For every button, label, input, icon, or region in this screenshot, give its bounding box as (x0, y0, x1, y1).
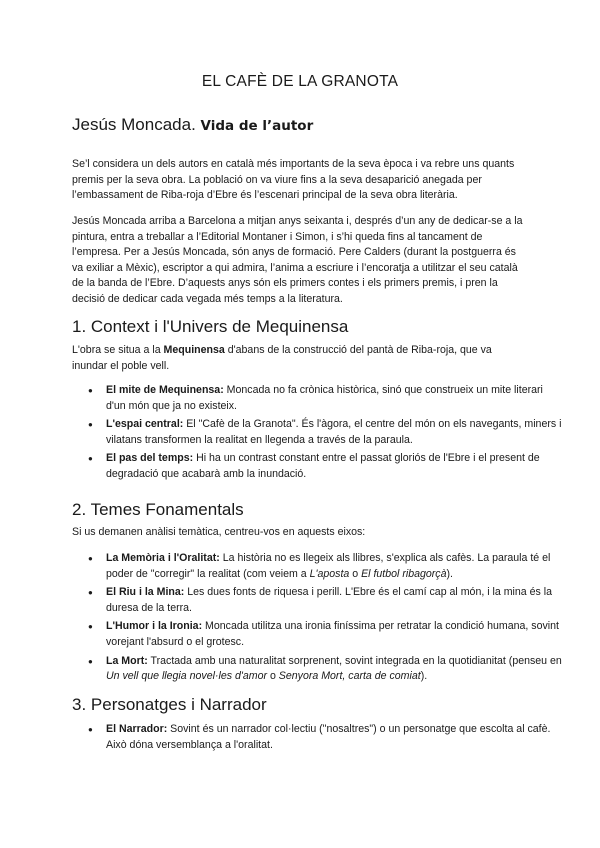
list-item-text: Sovint és un narrador col·lectiu ("nosaltres") o un personatge que escolta al cafè. Això dóna versemblança a l'oralitat. (106, 723, 551, 751)
list-item-text: ). (420, 670, 428, 683)
list-item-text: Hi ha un contrast constant entre el passat gloriós de l'Ebre i el present de degradació que acabarà amb la inundació. (106, 452, 540, 480)
list-item-text: o (349, 567, 362, 580)
section-1-heading: 1. Context i l'Univers de Mequinensa (72, 317, 349, 336)
list-item-label: La Memòria i l'Oralitat: (106, 552, 220, 564)
list-item-label: L'Humor i la Ironia: (106, 620, 203, 633)
section-2-list (72, 551, 564, 688)
list-item-text: Tractada amb una naturalitat sorprenent, sovint integrada en la quotidianitat (penseu en (147, 654, 562, 667)
list-item-text: ). (446, 567, 453, 580)
list-item-text: o (267, 670, 279, 683)
list-item-label: El Narrador: (106, 723, 168, 735)
list-item-text: Moncada no fa crònica històrica, sinó que construeix un mite literari d'un món que ja no existeix. (106, 384, 543, 412)
list-item-text: Moncada utilitza una ironia finíssima per retratar la condició humana, sovint vorejant l'absurd o el grotesc. (106, 620, 559, 648)
section-1-intro-text: L'obra se situa a la (72, 344, 164, 356)
work-title: Senyora Mort, carta de comiat (278, 670, 421, 683)
list-item-label: El Riu i la Mina: (106, 586, 185, 599)
section-1-intro (72, 343, 530, 374)
author-heading (72, 115, 313, 135)
list-item-text: El "Cafè de la Granota". És l'àgora, el centre del món on els navegants, miners i vilatans transformen la realitat en llegenda a través de la paraula. (106, 418, 562, 446)
list-item-label: El pas del temps: (106, 452, 194, 465)
list-item (106, 451, 564, 482)
document-title: EL CAFÈ DE LA GRANOTA (201, 73, 399, 90)
intro-paragraph-2: Jesús Moncada arriba a Barcelona a mitjan anys seixanta i, després d’un any de dedicar-se a la pintura, entra a treballar a l’Editorial Montaner i Simon, i s’hi queda fins al tancament de l’empresa. Per a Jesús Moncada, són anys de formació. Pere Calders (durant la postguerra és va exiliar a Mèxic), escriptor a qui admira, l’anima a escriure i l’encoratja a utilitzar el seu català de la banda de l’Ebre. D’aquests anys són els primers contes i els primers premis, i pren la decisió de dedicar cada vegada més temps a la literatura. (72, 215, 523, 305)
list-item (106, 654, 564, 685)
author-name: Jesús Moncada. (72, 115, 196, 134)
list-item-text: La història no es llegeix als llibres, s'explica als cafès. La paraula té el poder de "corregir" la realitat (com veiem a (106, 552, 551, 580)
section-1-list (72, 383, 564, 486)
list-item (106, 619, 564, 650)
list-item-text: Les dues fonts de riquesa i perill. L'Ebre és el camí cap al món, i la mina és la duresa de la terra. (106, 586, 552, 614)
section-3-list (72, 722, 564, 756)
list-item (106, 417, 564, 448)
intro-paragraph-1: Se’l considera un dels autors en català més importants de la seva època i va rebre uns quants premis per la seva obra. La població on va viure fins a la seva desaparició anegada per l’embassament de Riba-roja d’Ebre és l’escenari principal de la seva obra literària. (72, 158, 515, 202)
section-2-heading: 2. Temes Fonamentals (72, 500, 244, 519)
section-2-intro: Si us demanen anàlisi temàtica, centreu-vos en aquests eixos: (72, 526, 366, 538)
section-1-intro-bold: Mequinensa (163, 344, 225, 356)
list-item-label: L'espai central: (106, 418, 184, 431)
work-title: L'aposta (309, 567, 350, 580)
list-item (106, 383, 564, 414)
section-3-heading: 3. Personatges i Narrador (72, 695, 267, 714)
list-item (106, 585, 564, 616)
work-title: Un vell que llegia novel·les d'amor (106, 670, 268, 683)
author-subheading: Vida de l’autor (200, 118, 314, 134)
list-item (106, 722, 564, 753)
list-item (106, 551, 564, 582)
list-item-label: El mite de Mequinensa: (106, 384, 224, 396)
list-item-label: La Mort: (106, 654, 148, 667)
work-title: El futbol ribagorçà (361, 567, 447, 580)
section-1-intro-text-end: d'abans de la construcció del pantà de Riba-roja, que va inundar el poble vell. (72, 344, 492, 372)
